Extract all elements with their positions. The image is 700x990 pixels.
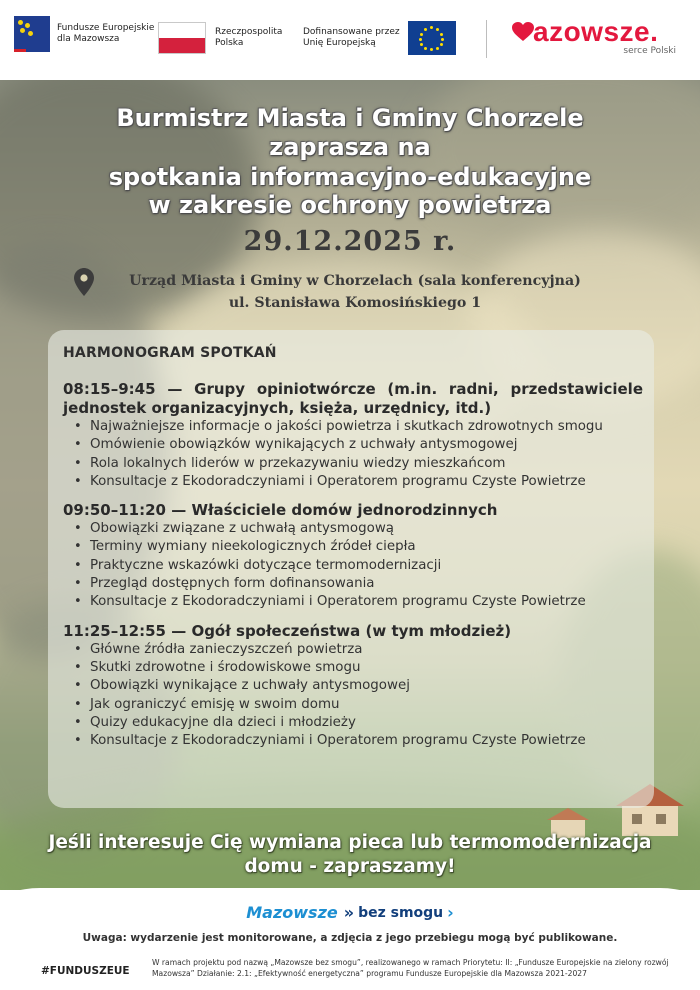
- list-item: • Jak ograniczyć emisję w swoim domu: [74, 696, 643, 714]
- fe-logo-line1: Fundusze Europejskie: [57, 23, 155, 33]
- logo-divider: [486, 20, 487, 58]
- mazowsze-wordmark: azowsze.: [512, 16, 684, 48]
- eu-logo-line2: Unię Europejską: [303, 38, 376, 48]
- list-item: • Quizy edukacyjne dla dzieci i młodzieży: [74, 714, 643, 732]
- campaign-logo: [0, 903, 700, 922]
- monitoring-notice: Uwaga: wydarzenie jest monitorowane, a zdjęcia z jego przebiegu mogą być publikowane.: [82, 932, 618, 944]
- list-item: • Przegląd dostępnych form dofinansowania: [74, 575, 643, 593]
- schedule-group: [63, 380, 643, 491]
- invitation: [20, 831, 680, 879]
- invitation-line-1: Jeśli interesuje Cię wymiana pieca lub termomodernizacja: [48, 832, 652, 853]
- invitation-line-2: domu - zapraszamy!: [244, 856, 456, 877]
- list-item: • Konsultacje z Ekodoradczyniami i Operatorem programu Czyste Powietrze: [74, 732, 643, 750]
- schedule-group: [63, 622, 643, 751]
- funding-fine-print: W ramach projektu pod nazwą „Mazowsze bez smogu”, realizowanego w ramach Priorytetu: II: „Fundusze Europejskie na zielony rozwój Mazowsza” Działanie: 2.1: „Efektywność energetyczna” programu Fundusze Europejskie dla Mazowsza 2021-2027: [152, 958, 669, 978]
- list-item: • Skutki zdrowotne i środowiskowe smogu: [74, 659, 643, 677]
- mazowsze-logo: [512, 16, 684, 60]
- fe-logo-line2: dla Mazowsza: [57, 34, 120, 44]
- chevron-right-icon: ›: [447, 903, 454, 922]
- list-item: • Konsultacje z Ekodoradczyniami i Operatorem programu Czyste Powietrze: [74, 593, 643, 611]
- logo-bar: [0, 0, 700, 80]
- campaign-mazowsze: Mazowsze: [246, 903, 338, 922]
- list-item: • Główne źródła zanieczyszczeń powietrza: [74, 641, 643, 659]
- list-item: • Omówienie obowiązków wynikających z uchwały antysmogowej: [74, 436, 643, 454]
- schedule-group-title: 09:50–11:20 — Właściciele domów jednorodzinnych: [63, 501, 498, 520]
- list-item: • Najważniejsze informacje o jakości powietrza i skutkach zdrowotnych smogu: [74, 418, 643, 436]
- schedule-heading: HARMONOGRAM SPOTKAŃ: [63, 345, 277, 361]
- rp-logo-line2: Polska: [215, 38, 244, 48]
- location-venue: Urząd Miasta i Gminy w Chorzelach (sala konferencyjna): [129, 273, 581, 289]
- schedule-group: [63, 501, 643, 611]
- mazowsze-tagline: serce Polski: [623, 46, 676, 56]
- fundusze-europejskie-icon: [14, 16, 50, 52]
- eu-logo: [303, 21, 456, 55]
- list-item: • Terminy wymiany nieekologicznych źródeł ciepła: [74, 538, 643, 556]
- schedule-group-title: 08:15–9:45 — Grupy opiniotwórcze (m.in. radni, przedstawiciele jednostek organizacyjnych, księża, urzędnicy, itd.): [63, 380, 643, 417]
- rp-logo: [158, 22, 282, 54]
- headline-line-3: spotkania informacyjno-edukacyjne: [108, 163, 592, 191]
- double-chevron-icon: »: [343, 903, 355, 922]
- list-item: • Obowiązki związane z uchwałą antysmogową: [74, 520, 643, 538]
- location-pin-icon: [74, 268, 94, 296]
- poland-flag-icon: [158, 22, 206, 54]
- list-item: • Konsultacje z Ekodoradczyniami i Operatorem programu Czyste Powietrze: [74, 473, 643, 491]
- eu-logo-line1: Dofinansowane przez: [303, 27, 400, 37]
- event-date: 29.12.2025 r.: [243, 226, 457, 257]
- headline-line-2: zaprasza na: [269, 133, 431, 161]
- schedule-group-title: 11:25–12:55 — Ogół społeczeństwa (w tym młodzież): [63, 621, 512, 640]
- fe-logo: [14, 16, 154, 52]
- schedule: [63, 345, 643, 760]
- eu-flag-icon: [408, 21, 456, 55]
- location-street: ul. Stanisława Komosińskiego 1: [228, 295, 482, 311]
- campaign-bez-smogu: bez smogu: [358, 904, 444, 921]
- list-item: • Obowiązki wynikające z uchwały antysmogowej: [74, 677, 643, 695]
- headline-line-4: w zakresie ochrony powietrza: [148, 191, 552, 219]
- headline-line-1: Burmistrz Miasta i Gminy Chorzele: [116, 104, 584, 132]
- heart-icon: [512, 22, 534, 42]
- list-item: • Praktyczne wskazówki dotyczące termomodernizacji: [74, 557, 643, 575]
- list-item: • Rola lokalnych liderów w przekazywaniu wiedzy mieszkańcom: [74, 455, 643, 473]
- hashtag: #FUNDUSZEUE: [41, 965, 130, 977]
- rp-logo-line1: Rzeczpospolita: [215, 27, 283, 37]
